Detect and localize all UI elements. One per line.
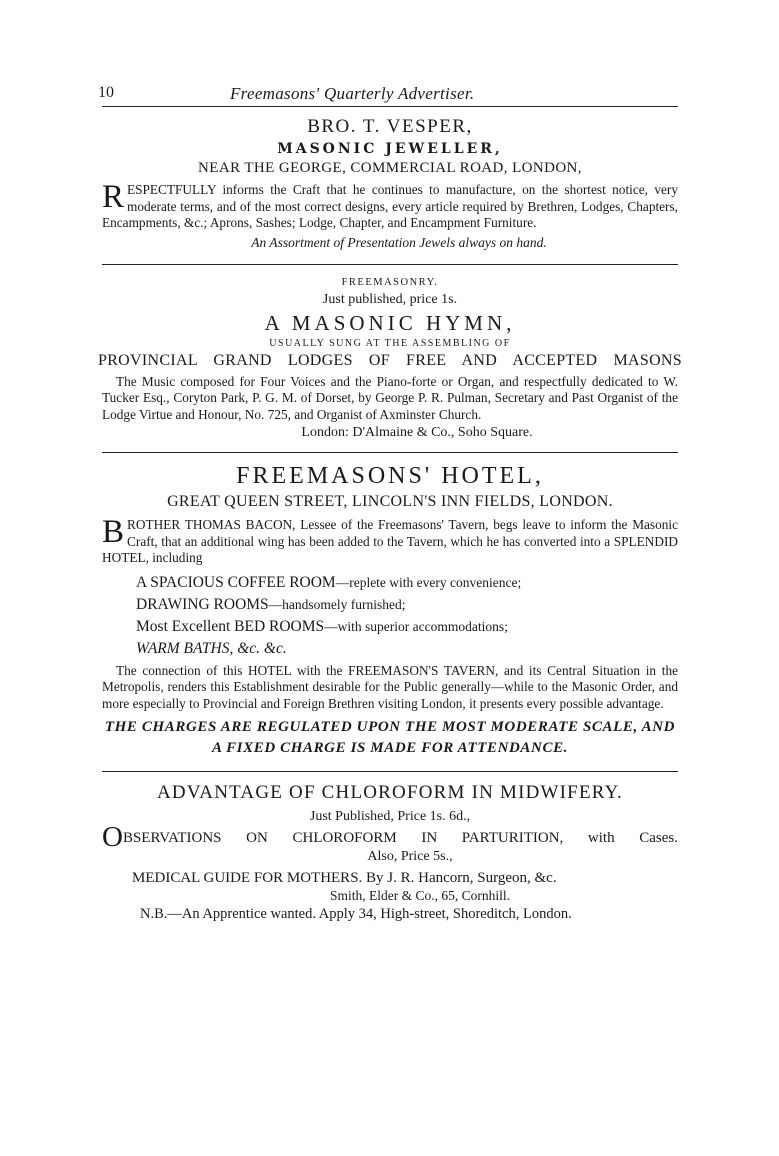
ad-hotel-body2: The connection of this HOTEL with the FREEMASON'S TAVERN, and its Central Situation in the Metropolis, renders this Establishment desirable for the Public generally—while to the Masonic Order, and more especially to Provincial and Foreign Brethren visiting London, it presents every possible advantage. xyxy=(102,662,678,711)
advertiser-page xyxy=(98,78,682,923)
ad-hymn-lodges: PROVINCIAL GRAND LODGES OF FREE AND ACCEPTED MASONS xyxy=(98,351,682,369)
ad-vesper-name: BRO. T. VESPER, xyxy=(307,116,473,137)
ad-vesper xyxy=(102,116,678,251)
drop-cap: R xyxy=(102,179,125,215)
ad-chloroform xyxy=(102,782,678,923)
ad-vesper-trade: MASONIC JEWELLER, xyxy=(277,141,503,157)
ad-vesper-address: NEAR THE GEORGE, COMMERCIAL ROAD, LONDON, xyxy=(198,160,582,176)
ad-chloroform-guide: MEDICAL GUIDE FOR MOTHERS. By J. R. Hancorn, Surgeon, &c. xyxy=(132,870,557,886)
ad-hotel-address: GREAT QUEEN STREET, LINCOLN'S INN FIELDS, LONDON. xyxy=(167,493,613,510)
ad-chloroform-publisher: Smith, Elder & Co., 65, Cornhill. xyxy=(329,888,510,903)
divider xyxy=(102,771,678,772)
ad-hotel-text: ROTHER THOMAS BACON, Lessee of the Freemasons' Tavern, begs leave to inform the Masonic Craft, that an additional wing has been added to the Tavern, which he has converted into a SPLENDID HOTEL, including xyxy=(102,517,678,565)
list-item: WARM BATHS, &c. &c. xyxy=(136,639,287,657)
ad-chloroform-also: Also, Price 5s., xyxy=(367,849,453,864)
drop-cap: B xyxy=(102,514,125,550)
drop-cap: O xyxy=(102,821,123,853)
list-item: DRAWING ROOMS—handsomely furnished; xyxy=(136,595,406,613)
divider xyxy=(102,264,678,265)
ad-chloroform-title: ADVANTAGE OF CHLOROFORM IN MIDWIFERY. xyxy=(156,782,624,803)
ad-chloroform-published: Just Published, Price 1s. 6d., xyxy=(309,809,471,824)
page-number: 10 xyxy=(98,84,114,101)
ad-hotel-title: FREEMASONS' HOTEL, xyxy=(236,463,544,489)
running-title: Freemasons' Quarterly Advertiser. xyxy=(230,84,475,103)
ad-chloroform-notice: N.B.—An Apprentice wanted. Apply 34, High-street, Shoreditch, London. xyxy=(140,906,572,922)
list-item: Most Excellent BED ROOMS—with superior accommodations; xyxy=(136,617,508,635)
ad-hymn-sub: USUALLY SUNG AT THE ASSEMBLING OF xyxy=(269,337,511,349)
ad-hotel-charges: THE CHARGES ARE REGULATED UPON THE MOST MODERATE SCALE, AND A FIXED CHARGE IS MADE FOR ATTENDANCE. xyxy=(104,719,676,756)
ad-hymn xyxy=(98,276,682,442)
ad-hotel-body xyxy=(102,514,678,567)
ad-hymn-publisher: London: D'Almaine & Co., Soho Square. xyxy=(301,425,533,440)
list-item: A SPACIOUS COFFEE ROOM—replete with every convenience; xyxy=(136,573,522,591)
ad-vesper-body xyxy=(102,179,678,232)
divider xyxy=(102,452,678,453)
ad-vesper-text: ESPECTFULLY informs the Craft that he continues to manufacture, on the shortest notice, very moderate terms, and of the most correct designs, every article required by Brethren, Lodges, Chapters, Encampments, &c.; Aprons, Sashes; Lodge, Chapter, and Encampment Furniture. xyxy=(102,182,678,230)
page-header xyxy=(98,78,678,107)
ad-hymn-published: Just published, price 1s. xyxy=(322,291,458,307)
ad-hymn-kicker: FREEMASONRY. xyxy=(341,276,439,288)
ad-hotel xyxy=(102,463,678,759)
ad-hymn-title: A MASONIC HYMN, xyxy=(264,310,516,335)
ad-chloroform-observations: OBSERVATIONS ON CHLOROFORM IN PARTURITION, with Cases. xyxy=(102,821,678,853)
ad-hymn-body: The Music composed for Four Voices and the Piano-forte or Organ, and respectfully dedicated to W. Tucker Esq., Coryton Park, P. G. M. of Dorset, by George P. R. Pulman, Secretary and Past Organist of the Lodge Virtue and Honour, No. 725, and Organist of Axminster Church. xyxy=(102,373,678,422)
ad-vesper-note: An Assortment of Presentation Jewels always on hand. xyxy=(251,234,547,250)
amenities-list xyxy=(102,572,678,660)
